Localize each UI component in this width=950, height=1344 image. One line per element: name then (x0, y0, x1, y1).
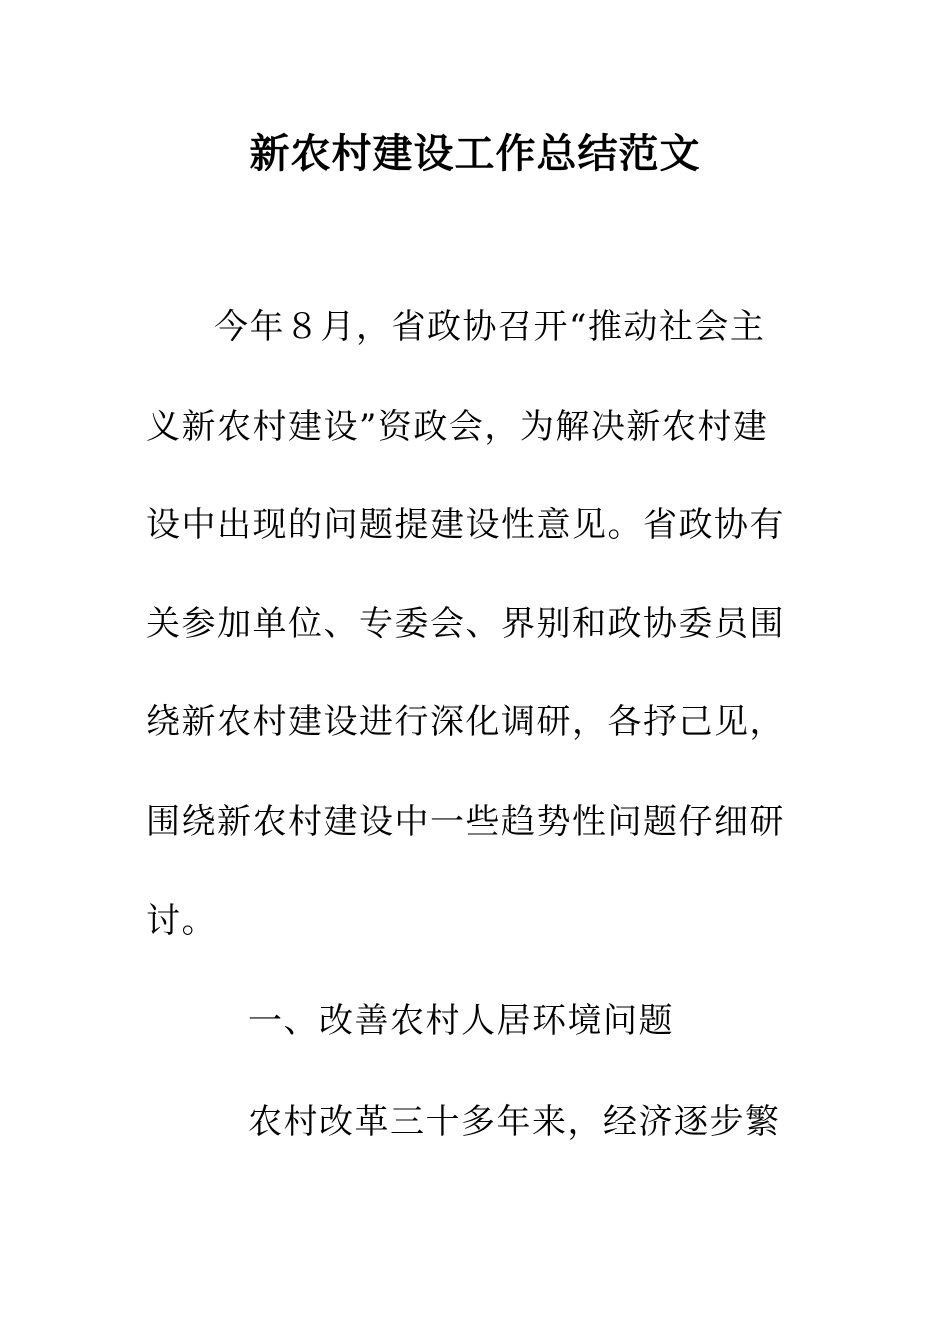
paragraph-line: 讨。 (146, 901, 217, 941)
paragraph-line: 绕新农村建设进行深化调研，各抒己见， (146, 702, 785, 742)
paragraph-line: 今年８月，省政协召开“推动社会主 (214, 307, 766, 347)
section-heading: 一、改善农村人居环境问题 (248, 1001, 674, 1041)
document-title: 新农村建设工作总结范文 (249, 130, 701, 177)
paragraph-line: 农村改革三十多年来，经济逐步繁 (248, 1102, 781, 1142)
paragraph-line: 义新农村建设”资政会，为解决新农村建 (146, 407, 769, 447)
paragraph-line: 关参加单位、专委会、界别和政协委员围 (146, 604, 785, 644)
paragraph-line: 设中出现的问题提建设性意见。省政协有 (146, 505, 785, 545)
paragraph-line: 围绕新农村建设中一些趋势性问题仔细研 (146, 802, 785, 842)
